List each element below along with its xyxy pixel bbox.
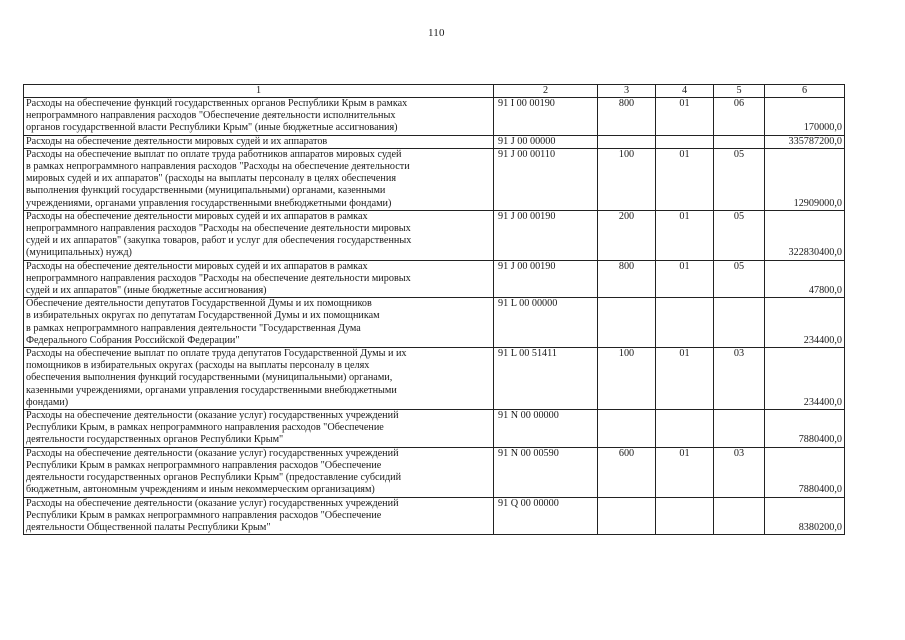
amount-cell: 234400,0 [765, 348, 845, 410]
expense-type-cell: 200 [598, 210, 656, 260]
target-code-cell: 91 J 00 00110 [494, 148, 598, 210]
column-header: 2 [494, 85, 598, 98]
section-cell: 01 [656, 348, 714, 410]
expense-type-cell [598, 298, 656, 348]
column-header: 6 [765, 85, 845, 98]
section-cell [656, 298, 714, 348]
table-row [24, 260, 845, 298]
target-code-cell: 91 N 00 00590 [494, 447, 598, 497]
section-cell [656, 135, 714, 148]
table-row [24, 135, 845, 148]
amount-cell: 47800,0 [765, 260, 845, 298]
target-code-cell: 91 L 00 00000 [494, 298, 598, 348]
amount-cell: 170000,0 [765, 98, 845, 136]
subsection-cell: 05 [714, 148, 765, 210]
subsection-cell [714, 497, 765, 535]
expense-type-cell: 800 [598, 98, 656, 136]
section-cell [656, 410, 714, 448]
subsection-cell: 03 [714, 348, 765, 410]
expense-name-cell: Расходы на обеспечение деятельности мировых судей и их аппаратов в рамках непрограммного направления расходов "Расходы на обеспечение деятельности мировых судей и их аппаратов" (закупка товаров, работ и услуг для обеспечения государственных (муниципальных) нужд) [24, 210, 494, 260]
target-code-cell: 91 I 00 00190 [494, 98, 598, 136]
target-code-cell: 91 Q 00 00000 [494, 497, 598, 535]
expense-name-cell: Расходы на обеспечение деятельности мировых судей и их аппаратов [24, 135, 494, 148]
page-number: 110 [428, 27, 445, 39]
subsection-cell [714, 410, 765, 448]
table-row [24, 148, 845, 210]
subsection-cell: 06 [714, 98, 765, 136]
target-code-cell: 91 J 00 00000 [494, 135, 598, 148]
expense-type-cell [598, 497, 656, 535]
target-code-cell: 91 N 00 00000 [494, 410, 598, 448]
budget-table [23, 84, 845, 535]
target-code-cell: 91 J 00 00190 [494, 260, 598, 298]
column-header: 4 [656, 85, 714, 98]
subsection-cell: 03 [714, 447, 765, 497]
section-cell [656, 497, 714, 535]
expense-type-cell: 100 [598, 348, 656, 410]
amount-cell: 7880400,0 [765, 410, 845, 448]
table-row [24, 447, 845, 497]
target-code-cell: 91 L 00 51411 [494, 348, 598, 410]
subsection-cell: 05 [714, 260, 765, 298]
table-row [24, 410, 845, 448]
expense-type-cell [598, 135, 656, 148]
expense-name-cell: Расходы на обеспечение деятельности (оказание услуг) государственных учреждений Республики Крым, в рамках непрограммного направления расходов "Обеспечение деятельности государственных органов Республики Крым" [24, 410, 494, 448]
column-header: 1 [24, 85, 494, 98]
expense-type-cell [598, 410, 656, 448]
amount-cell: 12909000,0 [765, 148, 845, 210]
target-code-cell: 91 J 00 00190 [494, 210, 598, 260]
subsection-cell: 05 [714, 210, 765, 260]
table-row [24, 210, 845, 260]
amount-cell: 335787200,0 [765, 135, 845, 148]
amount-cell: 322830400,0 [765, 210, 845, 260]
section-cell: 01 [656, 447, 714, 497]
expense-name-cell: Расходы на обеспечение деятельности (оказание услуг) государственных учреждений Республики Крым в рамках непрограммного направления расходов "Обеспечение деятельности государственных органов Республики Крым" (предоставление субсидий бюджетным, автономным учреждениям и иным некоммерческим организациям) [24, 447, 494, 497]
expense-name-cell: Расходы на обеспечение функций государственных органов Республики Крым в рамках непрограммного направления расходов "Обеспечение деятельности исполнительных органов государственной власти Республики Крым" (иные бюджетные ассигнования) [24, 98, 494, 136]
section-cell: 01 [656, 260, 714, 298]
amount-cell: 234400,0 [765, 298, 845, 348]
expense-name-cell: Расходы на обеспечение деятельности мировых судей и их аппаратов в рамках непрограммного направления расходов "Расходы на обеспечение деятельности мировых судей и их аппаратов" (иные бюджетные ассигнования) [24, 260, 494, 298]
subsection-cell [714, 135, 765, 148]
table-row [24, 298, 845, 348]
table-row [24, 98, 845, 136]
table-row [24, 348, 845, 410]
table-row [24, 497, 845, 535]
expense-name-cell: Расходы на обеспечение выплат по оплате труда депутатов Государственной Думы и их помощников в избирательных округах (расходы на выплаты персоналу в целях обеспечения выполнения функций государственными (муниципальными) органами, казенными учреждениями, органами управления государственными внебюджетными фондами) [24, 348, 494, 410]
subsection-cell [714, 298, 765, 348]
section-cell: 01 [656, 210, 714, 260]
expense-name-cell: Расходы на обеспечение выплат по оплате труда работников аппаратов мировых судей в рамках непрограммного направления расходов "Расходы на обеспечение деятельности мировых судей и их аппаратов" (расходы на выплаты персоналу в целях обеспечения выполнения функций государственными (муниципальными) органами, казенными учреждениями, органами управления государственными внебюджетными фондами) [24, 148, 494, 210]
expense-name-cell: Расходы на обеспечение деятельности (оказание услуг) государственных учреждений Республики Крым в рамках непрограммного направления расходов "Обеспечение деятельности Общественной палаты Республики Крым" [24, 497, 494, 535]
expense-name-cell: Обеспечение деятельности депутатов Государственной Думы и их помощников в избирательных округах по депутатам Государственной Думы и их помощникам в рамках непрограммного направления деятельности "Государственная Дума Федерального Собрания Российской Федерации" [24, 298, 494, 348]
amount-cell: 7880400,0 [765, 447, 845, 497]
expense-type-cell: 600 [598, 447, 656, 497]
section-cell: 01 [656, 148, 714, 210]
section-cell: 01 [656, 98, 714, 136]
header-row [24, 85, 845, 98]
column-header: 5 [714, 85, 765, 98]
amount-cell: 8380200,0 [765, 497, 845, 535]
expense-type-cell: 100 [598, 148, 656, 210]
column-header: 3 [598, 85, 656, 98]
expense-type-cell: 800 [598, 260, 656, 298]
